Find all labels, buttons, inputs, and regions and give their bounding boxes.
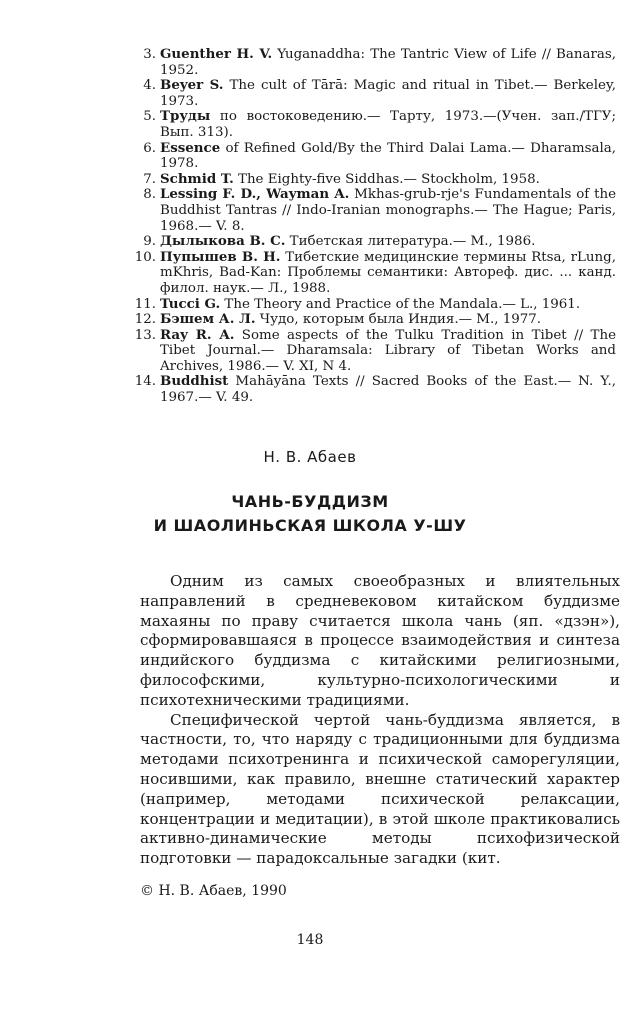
- reference-author: Guenther H. V.: [160, 46, 273, 62]
- reference-item: [138, 109, 616, 140]
- article-title-line-1: ЧАНЬ-БУДДИЗМ: [231, 492, 389, 511]
- reference-number: 13.: [134, 327, 156, 343]
- reference-item: [134, 248, 616, 297]
- copyright-notice: © Н. В. Абаев, 1990: [140, 883, 287, 899]
- reference-number: 9.: [143, 234, 156, 250]
- reference-text: Some aspects of the Tulku Tradition in Tibet // The Tibet Journal.— Dharamsala: Library of Tibetan Works and Archives, 1986.— V. XI, N 4.: [160, 327, 616, 374]
- reference-author: Essence: [160, 139, 221, 156]
- page-number: 148: [296, 932, 324, 948]
- reference-text: The Theory and Practice of the Mandala.— L., 1961.: [220, 296, 581, 312]
- reference-number: 3.: [143, 47, 156, 62]
- reference-author: Дылыкова В. С.: [160, 233, 286, 250]
- reference-author: Tucci G.: [160, 295, 221, 312]
- reference-author: Buddhist: [160, 373, 229, 390]
- reference-text: of Refined Gold/By the Third Dalai Lama.— Dharamsala, 1978.: [160, 140, 616, 172]
- reference-author: Schmid T.: [160, 170, 234, 187]
- reference-item: [134, 295, 616, 313]
- reference-text: Чудо, которым была Индия.— М., 1977.: [255, 312, 542, 328]
- reference-item: [134, 326, 616, 375]
- reference-number: 4.: [143, 78, 156, 94]
- reference-item: [138, 78, 616, 109]
- reference-author: Beyer S.: [160, 77, 224, 94]
- article-body: [140, 572, 620, 869]
- reference-number: 10.: [134, 249, 156, 265]
- reference-number: 12.: [134, 312, 156, 328]
- article-author: Н. В. Абаев: [263, 448, 357, 466]
- reference-author: Lessing F. D., Wayman A.: [160, 186, 350, 203]
- reference-item: [134, 373, 616, 406]
- article-title: [0, 490, 620, 538]
- body-paragraph-2: Специфической чертой чань-буддизма является, в частности, то, что наряду с традиционными для буддизма методами психотренинга и психической саморегуляции, носившими, как правило, внешне статический характер (например, методами психической релаксации, концентрации и медитации), в этой школе практиковались активно-динамические методы психофизической подготовки — парадоксальные загадки (кит.: [140, 710, 620, 868]
- reference-author: Пупышев В. Н.: [160, 248, 281, 265]
- reference-item: [138, 187, 616, 234]
- reference-text: The cult of Tārā: Magic and ritual in Tibet.— Berkeley, 1973.: [160, 78, 616, 109]
- reference-item: [138, 47, 616, 78]
- reference-list: [134, 46, 617, 406]
- reference-text: по востоковедению.— Тарту, 1973.—(Учен. зап./ТГУ; Вып. 313).: [160, 109, 616, 140]
- reference-number: 7.: [143, 171, 156, 187]
- reference-item: [138, 172, 616, 188]
- reference-text: The Eighty-five Siddhas.— Stockholm, 1958.: [233, 171, 540, 187]
- reference-text: Mahāyāna Texts // Sacred Books of the East.— N. Y., 1967.— V. 49.: [160, 374, 616, 406]
- reference-text: Тибетская литература.— М., 1986.: [285, 234, 536, 250]
- reference-text: Тибетские медицинские термины Rtsa, rLung, mKhris, Bad-Kan: Проблемы семантики: Автореф. дис. ... канд. филол. наук.— Л., 1988.: [160, 249, 616, 296]
- reference-text: Mkhas-grub-rje's Fundamentals of the Buddhist Tantras // Indo-Iranian monographs.— The Hague; Paris, 1968.— V. 8.: [160, 187, 617, 234]
- reference-number: 14.: [134, 374, 156, 390]
- reference-item: [138, 234, 616, 250]
- reference-number: 8.: [143, 187, 156, 203]
- reference-number: 5.: [143, 109, 156, 125]
- reference-number: 6.: [143, 140, 156, 156]
- reference-author: Бэшем А. Л.: [160, 311, 256, 328]
- article-title-line-2: И ШАОЛИНЬСКАЯ ШКОЛА У-ШУ: [153, 516, 467, 535]
- reference-text: Yuganaddha: The Tantric View of Life // Banaras, 1952.: [160, 47, 616, 78]
- reference-item: [138, 141, 616, 172]
- reference-number: 11.: [134, 296, 156, 312]
- reference-author: Ray R. A.: [160, 326, 235, 343]
- reference-author: Труды: [160, 108, 211, 125]
- body-paragraph-1: Одним из самых своеобразных и влиятельных направлений в средневековом китайском буддизме махаяны по праву считается школа чань (яп. «дзэн»), сформировавшаяся в процессе взаимодействия и синтеза индийского буддизма с китайскими религиозными, философскими, культурно-психологическими и психотехническими традициями.: [140, 572, 620, 709]
- reference-item: [134, 311, 616, 328]
